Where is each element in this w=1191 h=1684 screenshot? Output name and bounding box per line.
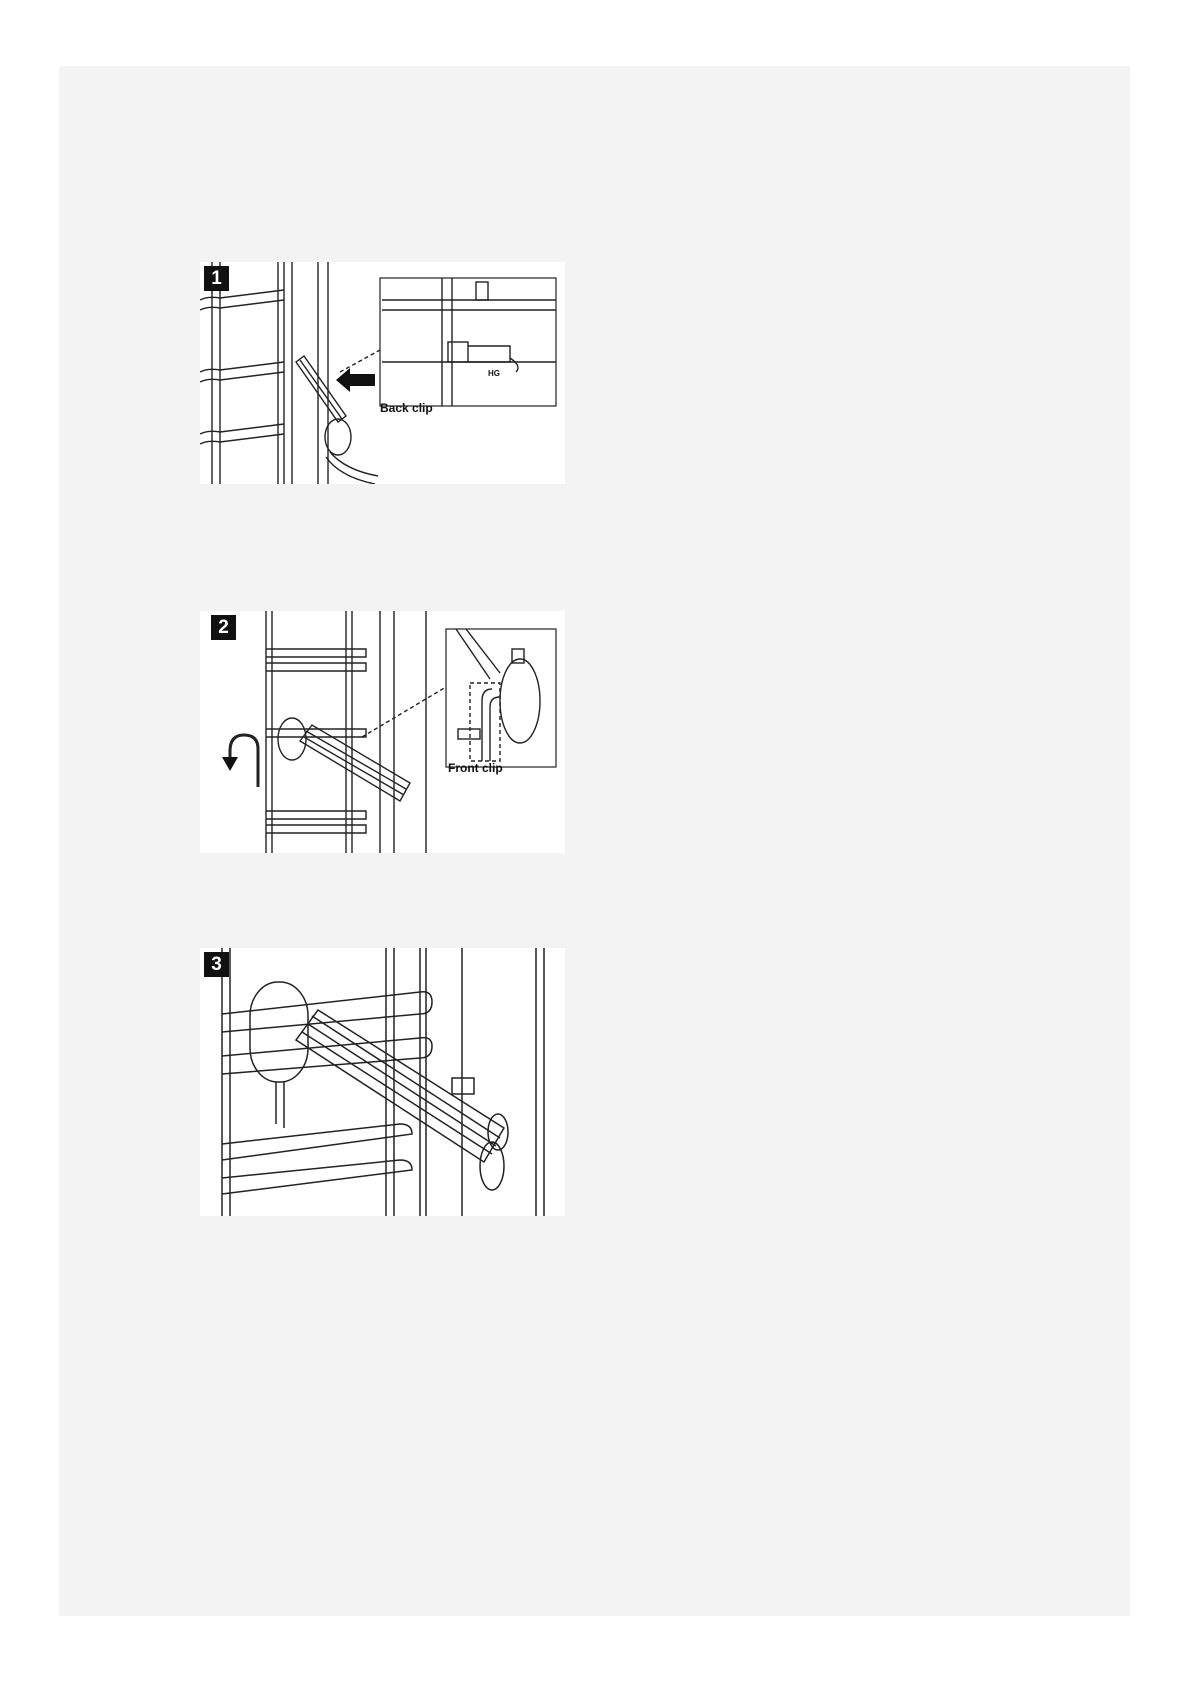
figure-3-illustration [200,948,565,1216]
figure-step-2 [200,611,565,853]
figure-step-3 [200,948,565,1216]
step-number-badge: 2 [211,615,236,640]
inset-text: HG [488,369,500,378]
figure-1-illustration [200,262,565,484]
figure-2-illustration [200,611,565,853]
step-number-badge: 1 [204,266,229,291]
back-clip-label: Back clip [380,401,433,415]
step-number-badge: 3 [204,952,229,977]
front-clip-label: Front clip [448,761,503,775]
manual-page [59,66,1130,1616]
figure-step-1 [200,262,565,484]
